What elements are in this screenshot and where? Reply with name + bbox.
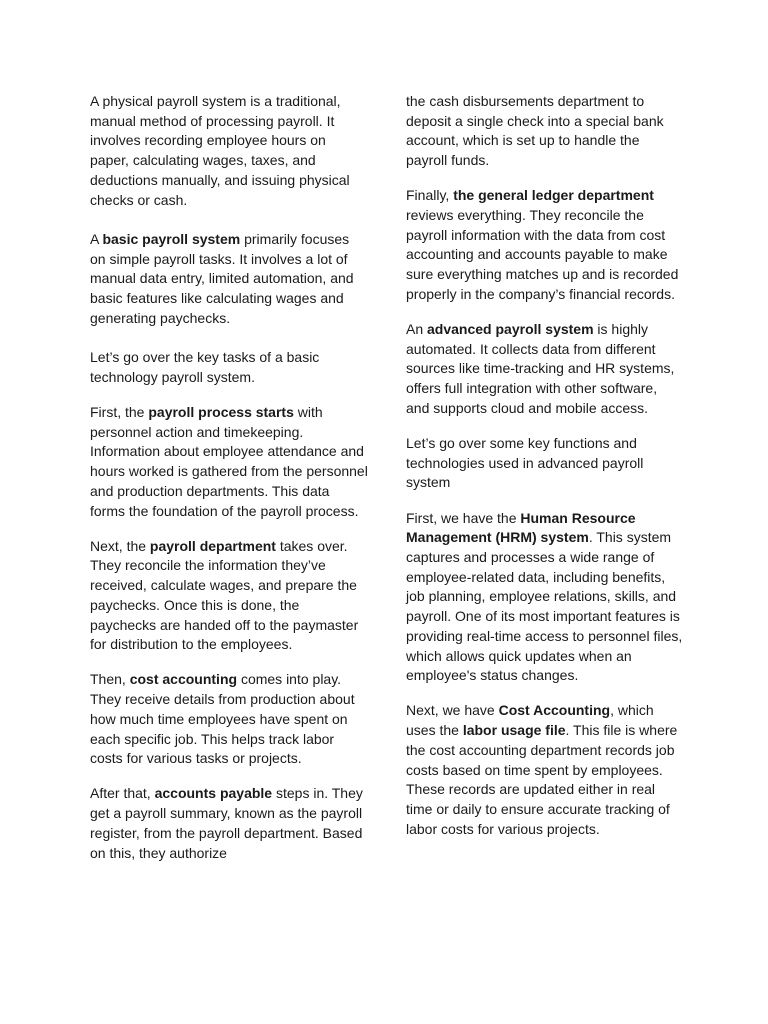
text-segment: . This system captures and processes a wide range of employee-related data, including benefits, job planning, employee relations, skills, and payroll. One of its most important features is providing real-time access to personnel files, which allows quick updates when an employee's status changes. (406, 529, 683, 684)
bold-term: Cost Accounting (498, 702, 611, 719)
text-segment: comes into play. They receive details from production about how much time employees have spent on each specific job. This helps track labor costs for various tasks or projects. (90, 671, 355, 767)
bold-term: payroll process starts (148, 404, 294, 421)
paragraph-payroll-department (90, 537, 368, 655)
bold-term: cost accounting (129, 671, 238, 688)
text-segment: Finally, (406, 187, 454, 204)
right-column (406, 92, 684, 855)
paragraph-physical-payroll (90, 92, 368, 210)
text-segment: . This file is where the cost accounting department records job costs based on time spent by employees. These records are updated either in real time or daily to ensure accurate tracking of labor costs for various projects. (406, 722, 678, 837)
bold-term: labor usage file (462, 722, 566, 739)
paragraph-advanced-payroll-system (406, 320, 684, 419)
text-segment: , which uses the (406, 702, 654, 739)
paragraph-accounts-payable (90, 784, 368, 863)
bold-term: advanced payroll system (427, 321, 594, 338)
text-segment: First, the (90, 404, 149, 421)
bold-term: payroll department (149, 537, 276, 554)
text-segment: the cash disbursements department to deposit a single check into a special bank account, which is set up to handle the payroll funds. (406, 93, 664, 169)
text-segment: Then, (90, 671, 130, 688)
paragraph-cost-accounting (90, 670, 368, 769)
left-column (90, 92, 368, 879)
paragraph-basic-payroll-system (90, 230, 368, 329)
text-segment: A physical payroll system is a traditional, manual method of processing payroll. It involves recording employee hours on paper, calculating wages, taxes, and deductions manually, and issuing physical checks or cash. (90, 93, 350, 208)
text-segment: Let’s go over the key tasks of a basic technology payroll system. (90, 349, 320, 385)
text-segment: A (90, 230, 103, 247)
bold-term: Human Resource Management (HRM) system (406, 509, 636, 546)
paragraph-advanced-functions-intro (406, 434, 684, 493)
bold-term: basic payroll system (102, 230, 241, 247)
text-segment: takes over. They reconcile the information they’ve received, calculate wages, and prepare the paychecks. Once this is done, the paychecks are handed off to the paymaster for distribution to the employees. (90, 537, 359, 653)
paragraph-hrm-system (406, 509, 684, 686)
text-segment: with personnel action and timekeeping. Information about employee attendance and hours worked is gathered from the personnel and production departments. This data forms the foundation of the payroll process. (90, 404, 368, 519)
paragraph-labor-usage-file (406, 701, 684, 839)
bold-term: accounts payable (154, 785, 273, 802)
text-segment: After that, (90, 785, 155, 802)
text-segment: Next, we have (406, 702, 499, 719)
text-segment: is highly automated. It collects data from different sources like time-tracking and HR systems, offers full integration with other software, and supports cloud and mobile access. (406, 321, 675, 416)
text-segment: An (406, 321, 428, 338)
text-segment: primarily focuses on simple payroll tasks. It involves a lot of manual data entry, limited automation, and basic features like calculating wages and generating paychecks. (90, 230, 354, 326)
paragraph-cash-disbursements (406, 92, 684, 171)
text-segment: Let’s go over some key functions and technologies used in advanced payroll system (406, 435, 644, 491)
text-segment: Next, the (90, 537, 150, 554)
text-segment: First, we have the (406, 509, 521, 526)
paragraph-payroll-process-starts (90, 403, 368, 521)
paragraph-general-ledger (406, 186, 684, 304)
paragraph-key-tasks-intro (90, 348, 368, 387)
text-segment: steps in. They get a payroll summary, known as the payroll register, from the payroll department. Based on this, they authorize (90, 785, 363, 861)
text-segment: reviews everything. They reconcile the payroll information with the data from cost accounting and accounts payable to make sure everything matches up and is recorded properly in the company’s financial records. (406, 207, 679, 302)
bold-term: the general ledger department (453, 187, 654, 204)
